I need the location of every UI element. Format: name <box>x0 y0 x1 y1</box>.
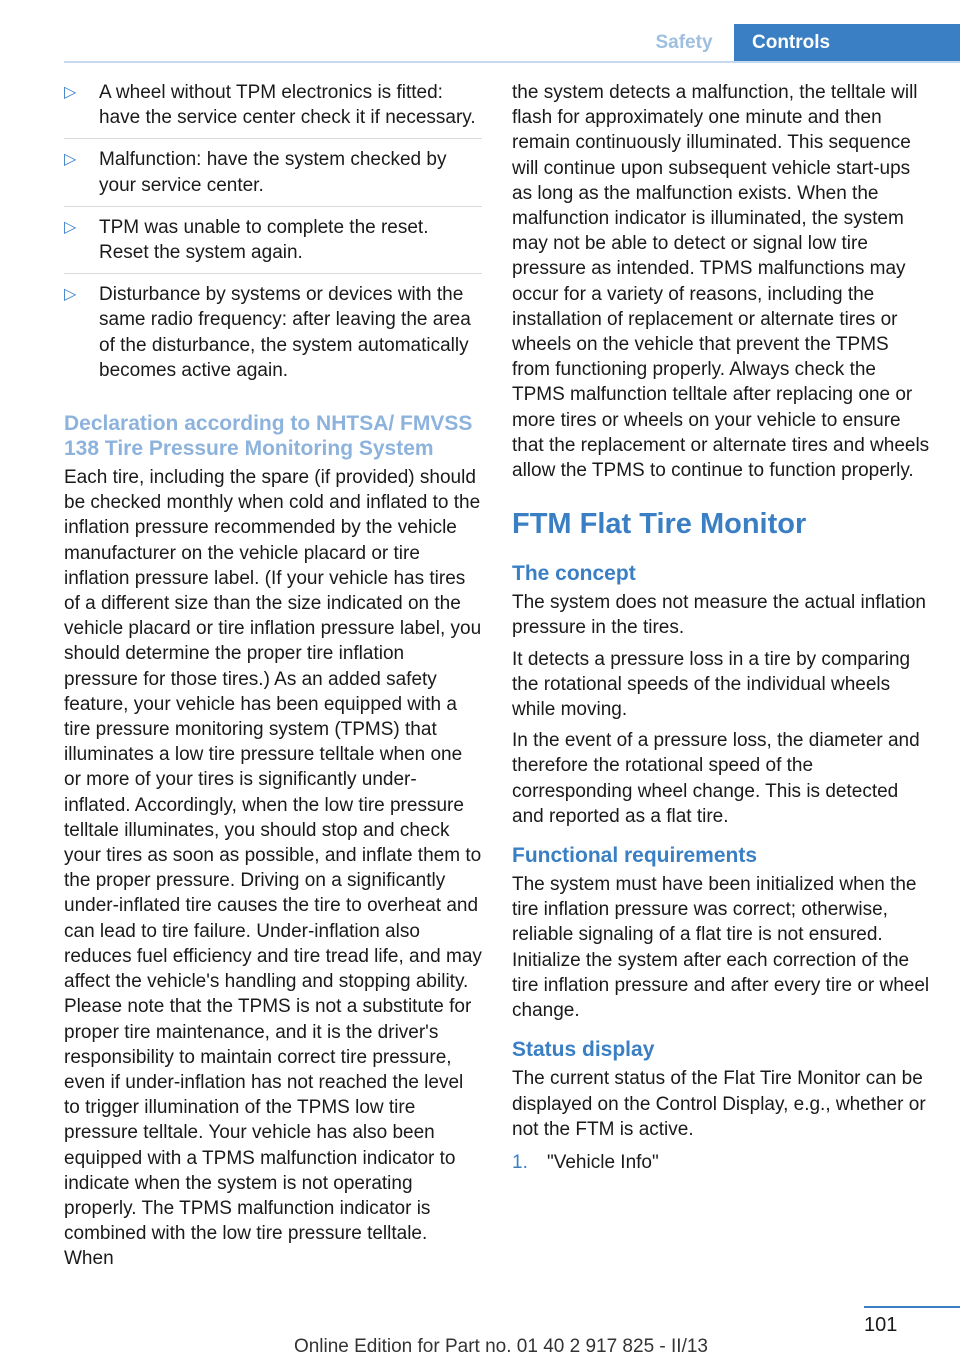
tab-safety[interactable]: Safety <box>655 31 713 53</box>
right-column <box>512 80 930 1175</box>
status-heading: Status display <box>512 1038 655 1062</box>
footer-divider <box>864 1306 960 1308</box>
status-paragraph: The current status of the Flat Tire Monitor can be displayed on the Control Display, e.g., whether or not the FTM is active. <box>512 1068 926 1140</box>
page-number: 101 <box>864 1314 898 1336</box>
triangle-bullet-icon: ▷ <box>64 151 77 169</box>
step-text: "Vehicle Info" <box>547 1151 659 1173</box>
concept-heading: The concept <box>512 562 636 586</box>
step-number: 1. <box>512 1151 528 1173</box>
bullet-text: Malfunction: have the system checked by your service center. <box>99 149 447 196</box>
concept-paragraph-2: It detects a pressure loss in a tire by comparing the rotational speeds of the individual wheels while moving. <box>512 648 911 721</box>
section-title: FTM Flat Tire Monitor <box>512 508 807 541</box>
triangle-bullet-icon: ▷ <box>64 286 77 304</box>
header-tabs <box>634 24 960 61</box>
declaration-heading: Declaration according to NHTSA/ FMVSS 138 Tire Pressure Monitoring System <box>64 412 473 461</box>
edition-footer: Online Edition for Part no. 01 40 2 917 825 - II/13 <box>293 1336 708 1357</box>
requirements-heading: Functional requirements <box>512 844 758 868</box>
triangle-bullet-icon: ▷ <box>64 84 77 101</box>
list-item <box>64 215 482 274</box>
bullet-text: TPM was unable to complete the reset. Reset the system again. <box>99 216 429 264</box>
steps-list <box>512 1150 930 1175</box>
list-item <box>64 282 482 391</box>
concept-paragraph-3: In the event of a pressure loss, the diameter and therefore the rotational speed of the corresponding wheel change. This is detected and reported as a flat tire. <box>512 730 920 827</box>
bullet-text: Disturbance by systems or devices with the same radio frequency: after leaving the area of the disturbance, the system automatically becomes active again. <box>99 284 471 381</box>
list-item <box>64 147 482 206</box>
bullet-list <box>64 80 482 391</box>
bullet-text: A wheel without TPM electronics is fitted: have the service center check it if necessary. <box>99 82 476 129</box>
concept-paragraph-1: The system does not measure the actual inflation pressure in the tires. <box>512 592 927 639</box>
left-column <box>64 80 482 1278</box>
list-item <box>64 80 482 139</box>
declaration-paragraph: Each tire, including the spare (if provided) should be checked monthly when cold and inflated to the inflation pressure recommended by the vehicle manufacturer on the vehicle placard or tire inflation pressure label. (If your vehicle has tires of a different size than the size indicated on the vehicle placard or tire inflation pressure label, you should determine the proper tire inflation pressure for those tires.) As an added safety feature, your vehicle has been equipped with a tire pressure monitoring system (TPMS) that illuminates a low tire pressure telltale when one or more of your tires is significantly under-inflated. Accordingly, when the low tire pressure telltale illuminates, you should stop and check your tires as soon as possible, and inflate them to the proper pressure. Driving on a significantly under-inflated tire causes the tire to overheat and can lead to tire failure. Under-inflation also reduces fuel efficiency and tire tread life, and may affect the vehicle's handling and stopping ability. Please note that the TPMS is not a substitute for proper tire maintenance, and it is the driver's responsibility to maintain correct tire pressure, even if under-inflation has not reached the level to trigger illumination of the TPMS low tire pressure telltale. Your vehicle has also been equipped with a TPMS malfunction indicator to indicate when the system is not operating properly. The TPMS malfunction indicator is combined with the low tire pressure telltale. When <box>64 467 482 1270</box>
requirements-paragraph: The system must have been initialized when the tire inflation pressure was correct; otherwise, reliable signaling of a flat tire is not ensured. Initialize the system after each correction of the tire inflation pressure and after every tire or wheel change. <box>512 874 930 1022</box>
list-item <box>512 1150 930 1175</box>
header-divider <box>64 61 960 63</box>
continuation-paragraph: the system detects a malfunction, the telltale will flash for approximately one minute and then remain continuously illuminated. This sequence will continue upon subsequent vehicle start-ups as long as the malfunction exists. When the malfunction indicator is illuminated, the system may not be able to detect or signal low tire pressure as intended. TPMS malfunctions may occur for a variety of reasons, including the installation of replacement or alternate tires or wheels on the vehicle that prevent the TPMS from functioning properly. Always check the TPMS malfunction telltale after replacing one or more tires or wheels on your vehicle to ensure that the replacement or alternate tires and wheels allow the TPMS to continue to function properly. <box>512 82 930 482</box>
triangle-bullet-icon: ▷ <box>64 218 77 236</box>
tab-controls[interactable]: Controls <box>734 24 960 61</box>
